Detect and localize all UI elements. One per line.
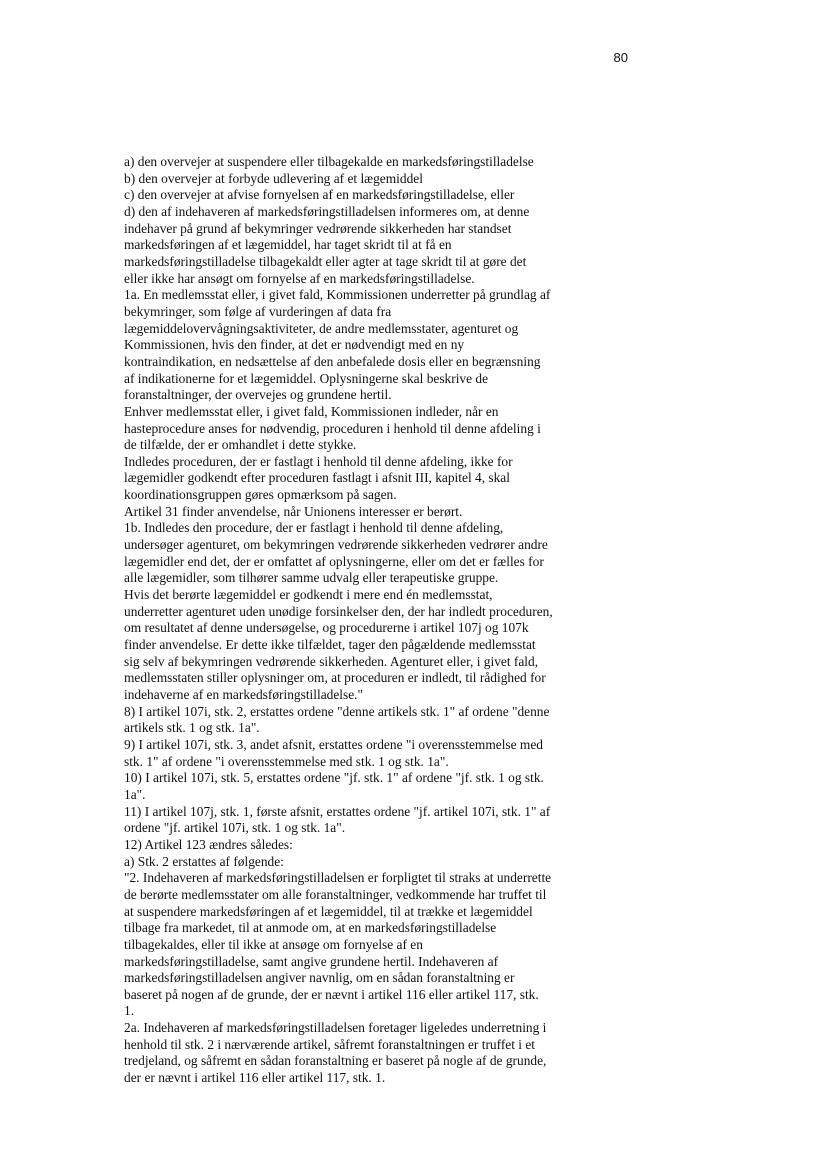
text-line: der er nævnt i artikel 116 eller artikel 117, stk. 1. — [124, 1070, 386, 1086]
text-line: ordene "jf. artikel 107i, stk. 1 og stk. 1a". — [124, 820, 346, 836]
text-line: tredjeland, og såfremt en sådan foranstaltning er baseret på nogle af de grunde, — [124, 1053, 547, 1069]
text-line: medlemsstaten stiller oplysninger om, at proceduren er indledt, til rådighed for — [124, 670, 546, 686]
text-line: hasteprocedure anses for nødvendig, proceduren i henhold til denne afdeling i — [124, 420, 541, 436]
text-line: 1. — [124, 1003, 135, 1019]
text-line: 9) I artikel 107i, stk. 3, andet afsnit, erstattes ordene "i overensstemmelse med — [124, 736, 543, 752]
text-line: undersøger agenturet, om bekymringen vedrørende sikkerheden vedrører andre — [124, 537, 548, 553]
text-line: Hvis det berørte lægemiddel er godkendt i mere end én medlemsstat, — [124, 587, 493, 603]
text-line: c) den overvejer at afvise fornyelsen af en markedsføringstilladelse, eller — [124, 187, 515, 203]
text-line: lægemidler end det, der er omfattet af oplysningerne, eller om det er fælles for — [124, 553, 544, 569]
text-line: foranstaltninger, der overvejes og grundene hertil. — [124, 387, 392, 403]
body-text — [124, 154, 584, 1087]
text-line: lægemiddelovervågningsaktiviteter, de andre medlemsstater, agenturet og — [124, 320, 519, 336]
text-line: lægemidler godkendt efter proceduren fastlagt i afsnit III, kapitel 4, skal — [124, 470, 510, 486]
text-line: om resultatet af denne undersøgelse, og procedurerne i artikel 107j og 107k — [124, 620, 529, 636]
text-line: "2. Indehaveren af markedsføringstilladelsen er forpligtet til straks at underrette — [124, 870, 552, 886]
text-line: 11) I artikel 107j, stk. 1, første afsnit, erstattes ordene "jf. artikel 107i, stk. 1" af — [124, 803, 551, 819]
text-line: markedsføringstilladelse, samt angive grundene hertil. Indehaveren af — [124, 953, 499, 969]
text-line: eller ikke har ansøgt om fornyelse af en markedsføringstilladelse. — [124, 270, 475, 286]
text-line: de berørte medlemsstater om alle foranstaltninger, vedkommende har truffet til — [124, 886, 547, 902]
text-line: underretter agenturet uden unødige forsinkelser den, der har indledt proceduren, — [124, 603, 553, 619]
text-line: tilbagekaldes, eller til ikke at ansøge om fornyelse af en — [124, 936, 423, 952]
text-line: a) Stk. 2 erstattes af følgende: — [124, 853, 284, 869]
text-line: 10) I artikel 107i, stk. 5, erstattes ordene "jf. stk. 1" af ordene "jf. stk. 1 og stk. — [124, 770, 544, 786]
text-line: bekymringer, som følge af vurderingen af data fra — [124, 303, 392, 319]
text-line: markedsføringstilladelsen angiver navnlig, om en sådan foranstaltning er — [124, 970, 515, 986]
text-line: markedsføringen af et lægemiddel, har taget skridt til at få en — [124, 237, 452, 253]
text-line: 12) Artikel 123 ændres således: — [124, 836, 293, 852]
text-line: Artikel 31 finder anvendelse, når Unionens interesser er berørt. — [124, 503, 463, 519]
text-line: Indledes proceduren, der er fastlagt i henhold til denne afdeling, ikke for — [124, 453, 513, 469]
text-line: stk. 1" af ordene "i overensstemmelse med stk. 1 og stk. 1a". — [124, 753, 449, 769]
text-line: artikels stk. 1 og stk. 1a". — [124, 720, 260, 736]
text-line: b) den overvejer at forbyde udlevering af et lægemiddel — [124, 170, 423, 186]
text-line: koordinationsgruppen gøres opmærksom på sagen. — [124, 487, 397, 503]
text-line: d) den af indehaveren af markedsføringstilladelsen informeres om, at denne — [124, 203, 530, 219]
text-line: finder anvendelse. Er dette ikke tilfældet, tager den pågældende medlemsstat — [124, 637, 536, 653]
text-line: a) den overvejer at suspendere eller tilbagekalde en markedsføringstilladelse — [124, 154, 534, 169]
text-line: 2a. Indehaveren af markedsføringstilladelsen foretager ligeledes underretning i — [124, 1020, 547, 1036]
text-line: 1a". — [124, 786, 146, 802]
page-number: 80 — [613, 50, 628, 65]
text-line: alle lægemidler, som tilhører samme udvalg eller terapeutiske gruppe. — [124, 570, 499, 586]
text-line: markedsføringstilladelse tilbagekaldt eller agter at tage skridt til at gøre det — [124, 253, 527, 269]
text-line: indehaverne af en markedsføringstilladelse." — [124, 687, 363, 702]
text-line: at suspendere markedsføringen af et lægemiddel, til at trække et lægemiddel — [124, 903, 533, 919]
text-line: tilbage fra markedet, til at anmode om, at en markedsføringstilladelse — [124, 920, 497, 936]
text-line: 1b. Indledes den procedure, der er fastlagt i henhold til denne afdeling, — [124, 520, 504, 536]
text-line: af indikationerne for et lægemiddel. Oplysningerne skal beskrive de — [124, 370, 489, 386]
text-line: henhold til stk. 2 i nærværende artikel, såfremt foranstaltningen er truffet i et — [124, 1036, 536, 1052]
text-line: Enhver medlemsstat eller, i givet fald, Kommissionen indleder, når en — [124, 403, 499, 419]
text-line: indehaver på grund af bekymringer vedrørende sikkerheden har standset — [124, 220, 512, 236]
text-line: kontraindikation, en nedsættelse af den anbefalede dosis eller en begrænsning — [124, 353, 541, 369]
text-line: Kommissionen, hvis den finder, at det er nødvendigt med en ny — [124, 337, 465, 353]
text-line: 1a. En medlemsstat eller, i givet fald, Kommissionen underretter på grundlag af — [124, 287, 551, 303]
text-line: 8) I artikel 107i, stk. 2, erstattes ordene "denne artikels stk. 1" af ordene "denne — [124, 703, 550, 719]
text-line: de tilfælde, der er omhandlet i dette stykke. — [124, 437, 357, 453]
text-line: baseret på nogen af de grunde, der er nævnt i artikel 116 eller artikel 117, stk. — [124, 986, 539, 1002]
text-line: sig selv af bekymringen vedrørende sikkerheden. Agenturet eller, i givet fald, — [124, 653, 539, 669]
